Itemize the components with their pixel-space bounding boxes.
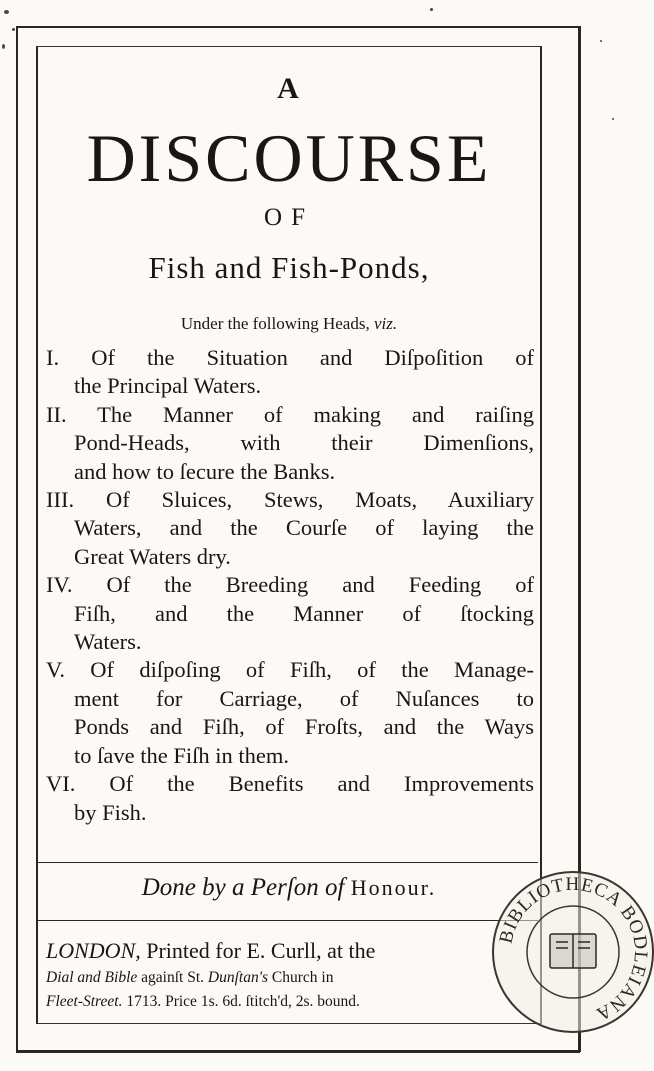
contents-number: V. xyxy=(46,657,65,683)
ink-speck xyxy=(430,8,433,11)
contents-line xyxy=(46,344,534,372)
contents-number: IV. xyxy=(46,572,73,598)
contents-line xyxy=(46,429,534,457)
heads-intro xyxy=(36,314,542,334)
contents-item-4 xyxy=(46,571,534,656)
contents-number: II. xyxy=(46,401,67,427)
ink-speck xyxy=(2,44,5,49)
contents-item-2 xyxy=(46,401,534,486)
contents-line xyxy=(46,486,534,514)
ink-speck xyxy=(600,40,602,42)
contents-text: ment for Carriage, of Nuſances to xyxy=(74,685,534,711)
author-rank: Honour. xyxy=(350,875,437,900)
imprint-line-1 xyxy=(46,936,532,966)
imprint-line-2 xyxy=(46,966,532,990)
contents-text: the Principal Waters. xyxy=(74,373,262,399)
contents-item-5 xyxy=(46,656,534,770)
author-prefix: Done by a Perſon of xyxy=(141,874,345,901)
contents-item-1 xyxy=(46,344,534,401)
contents-line xyxy=(46,713,534,741)
contents-line xyxy=(46,742,534,770)
contents-line xyxy=(46,372,534,400)
contents-line xyxy=(46,401,534,429)
author-line xyxy=(36,874,542,902)
divider-rule xyxy=(38,862,538,863)
contents-text: Ponds and Fiſh, of Froſts, and the Ways xyxy=(74,714,534,740)
contents-text: Of the Situation and Diſpoſition of xyxy=(91,345,534,370)
stamp-text: BIBLIOTHECA BODLEIANA xyxy=(495,873,652,1025)
contents-line xyxy=(46,770,534,798)
ink-speck xyxy=(4,10,9,14)
contents-text: by Fish. xyxy=(74,799,147,825)
title-main: DISCOURSE xyxy=(86,120,492,196)
ink-speck xyxy=(612,118,614,120)
contents-text: The Manner of making and raiſing xyxy=(97,401,535,427)
contents-line xyxy=(46,458,534,486)
contents-line xyxy=(46,600,534,628)
imprint-church-name: Dunſtan's xyxy=(207,969,269,986)
contents-number: III. xyxy=(46,487,75,513)
contents-line xyxy=(46,799,534,827)
contents-text: Great Waters dry. xyxy=(74,543,231,569)
contents-item-3 xyxy=(46,486,534,571)
contents-text: Waters, and the Courſe of laying the xyxy=(74,515,534,541)
divider-rule xyxy=(38,920,538,921)
title-article: A xyxy=(277,72,301,105)
imprint-against: againſt St. xyxy=(141,969,205,986)
title-subject: Fish and Fish-Ponds, xyxy=(148,250,430,285)
imprint xyxy=(46,936,532,1014)
title-of: OF xyxy=(264,204,314,231)
contents-text: Of the Benefits and Improvements xyxy=(109,771,535,797)
contents-line xyxy=(46,543,534,571)
contents-list xyxy=(46,344,534,827)
contents-text: and how to ſecure the Banks. xyxy=(74,458,336,484)
imprint-line-3 xyxy=(46,990,532,1014)
contents-text: to ſave the Fiſh in them. xyxy=(74,742,289,768)
contents-text: Of the Breeding and Feeding of xyxy=(106,572,535,598)
heads-intro-viz: viz. xyxy=(373,314,398,333)
contents-text: Pond-Heads, with their Dimenſions, xyxy=(74,430,534,456)
contents-line xyxy=(46,685,534,713)
contents-line xyxy=(46,656,534,684)
imprint-city: LONDON, xyxy=(46,938,141,963)
imprint-church: Church in xyxy=(271,969,334,986)
imprint-street: Fleet-Street. xyxy=(46,993,123,1010)
library-stamp xyxy=(488,836,654,1036)
contents-text: Of diſpoſing of Fiſh, of the Manage- xyxy=(90,657,534,683)
ink-speck xyxy=(12,28,15,31)
imprint-sign: Dial and Bible xyxy=(46,969,138,986)
contents-line xyxy=(46,514,534,542)
imprint-date-price: 1713. Price 1s. 6d. ſtitch'd, 2s. bound. xyxy=(126,993,360,1010)
contents-text: Waters. xyxy=(74,629,142,655)
contents-text: Fiſh, and the Manner of ſtocking xyxy=(74,600,534,626)
heads-intro-text: Under the following Heads, xyxy=(180,314,370,333)
contents-line xyxy=(46,628,534,656)
imprint-printed: Printed for E. Curll, at the xyxy=(146,938,376,963)
contents-text: Of Sluices, Stews, Moats, Auxiliary xyxy=(105,487,535,513)
book-icon xyxy=(550,934,596,968)
contents-line xyxy=(46,571,534,599)
bottom-rule xyxy=(16,1052,580,1053)
contents-number: I. xyxy=(46,345,60,370)
contents-item-6 xyxy=(46,770,534,827)
contents-number: VI. xyxy=(46,771,76,797)
